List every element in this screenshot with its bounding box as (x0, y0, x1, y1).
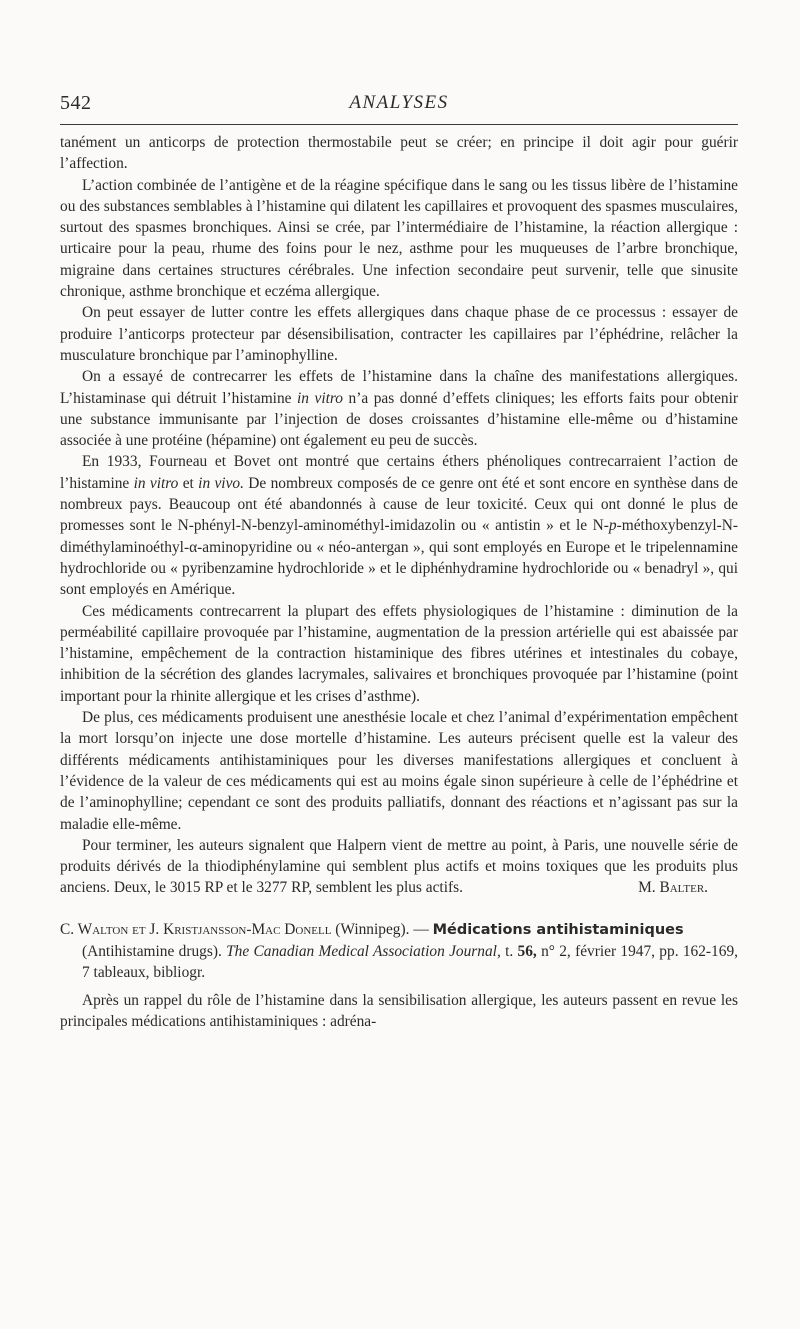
text-run: n’a pas donné d’effets cliniques; les efforts faits pour obtenir une substance immunisante par l’injection de doses croissantes d’histamine elle-même ou d’histamine associée à une protéine (hépamine) ont également eu peu de succès. (60, 389, 738, 450)
italic-term: in vivo. (198, 474, 244, 492)
citation-rest: n° 2, février 1947, pp. 162-169, 7 tableaux, bibliogr. (82, 942, 738, 982)
italic-term: in vitro (133, 474, 179, 492)
paragraph (60, 366, 738, 451)
text-run: On a essayé de contrecarrer les effets de l’histamine dans la chaîne des manifestations allergiques. L’histaminase qui détruit l’histamine (60, 368, 738, 407)
review-citation (60, 919, 738, 941)
volume-number: 56, (517, 942, 537, 960)
paragraph: L’action combinée de l’antigène et de la réagine spécifique dans le sang ou les tissus libère de l’histamine ou des substances semblables à l’histamine qui dilatent les capillaires et provoquent des spasmes musculaires, surtout des spasmes bronchiques. Ainsi se crée, par l’intermédiaire de l’histamine, la réaction allergique : urticaire pour la peau, rhume des foins pour le nez, asthme pour les muqueuses de l’arbre bronchique, migraine dans certaines structures cérébrales. Une infection secondaire peut survenir, telle que sinusite chronique, asthme bronchique et eczéma allergique. (60, 176, 738, 301)
journal-name: The Canadian Medical Association Journal, (226, 942, 501, 960)
header-rule (60, 124, 738, 125)
text-run: Pour terminer, les auteurs signalent que Halpern vient de mettre au point, à Paris, une nouvelle série de produits dérivés de la thiodiphénylamine qui semblent plus actifs et moins toxiques que les produits plus anciens. Deux, le 3015 RP et le 3277 RP, semblent les plus actifs. (60, 836, 738, 897)
paragraph (60, 451, 738, 600)
review-place: (Winnipeg). — (335, 920, 433, 938)
review-authors: C. Walton et J. Kristjansson-Mac Donell (60, 920, 332, 938)
volume-prefix: t. (500, 942, 518, 960)
review-title: Médications antihistaminiques (432, 921, 684, 938)
italic-term: in vitro (297, 389, 344, 407)
body-text (60, 132, 738, 1032)
text-run: -méthoxybenzyl-N-diméthylaminoéthyl-α-aminopyridine ou « néo-antergan », qui sont employés en Europe et le tripelennamine hydrochloride ou « pyribenzamine hydrochloride » et le diphénhydramine hydrochloride ou « benadryl », qui sont employés en Amérique. (60, 517, 738, 599)
italic-term: p (608, 517, 617, 535)
signature: M. Balter. (638, 879, 708, 897)
running-head: ANALYSES (349, 92, 449, 113)
paragraph: On peut essayer de lutter contre les effets allergiques dans chaque phase de ce processus : essayer de produire l’anticorps protecteur par désensibilisation, contracter les capillaires par l’éphédrine, relâcher la musculature bronchique par l’aminophylline. (60, 304, 738, 364)
paragraph (60, 835, 738, 899)
original-title: (Antihistamine drugs). (82, 942, 227, 960)
review-paragraph: Après un rappel du rôle de l’histamine dans la sensibilisation allergique, les auteurs passent en revue les principales médications antihistaminiques : adréna- (60, 991, 738, 1030)
paragraph: Ces médicaments contrecarrent la plupart des effets physiologiques de l’histamine : diminution de la perméabilité capillaire provoquée par l’histamine, augmentation de la pression artérielle qui est abaissée par l’histamine, empêchement de la contraction histaminique des fibres utérines et intestinales du cobaye, inhibition de la sécrétion des glandes lacrymales, salivaires et bronchiques provoquée par l’histamine (point important pour la rhinite allergique et les crises d’asthme). (60, 602, 738, 705)
review-citation-details (60, 941, 738, 984)
page-number: 542 (60, 92, 92, 114)
page-header (60, 92, 738, 120)
paragraph: De plus, ces médicaments produisent une anesthésie locale et chez l’animal d’expérimentation empêchent la mort lorsqu’on injecte une dose mortelle d’histamine. Les auteurs précisent quelle est la valeur des différents médicaments antihistaminiques pour les diverses manifestations allergiques et concluent à l’évidence de la valeur de ces médicaments qui est au moins égale sinon supérieure à celle de l’éphédrine et de l’aminophylline; cependant ce sont des produits palliatifs, donnant des réactions et n’agissant pas sur la maladie elle-même. (60, 709, 738, 833)
text-run: et (178, 474, 199, 492)
text-run: En 1933, Fourneau et Bovet ont montré que certains éthers phénoliques contrecarraient l’action de l’histamine (60, 453, 738, 492)
section-gap (60, 899, 738, 919)
paragraph: tanément un anticorps de protection thermostabile peut se créer; en principe il doit agir pour guérir l’affection. (60, 134, 738, 173)
text-run: De nombreux composés de ce genre ont été et sont encore en synthèse dans de nombreux pays. Beaucoup ont été abandonnés à cause de leur toxicité. Ceux qui ont donné le plus de promesses sont le N-phényl-N-benzyl-aminométhyl-imidazolin ou « antistin » et le N- (60, 474, 738, 535)
